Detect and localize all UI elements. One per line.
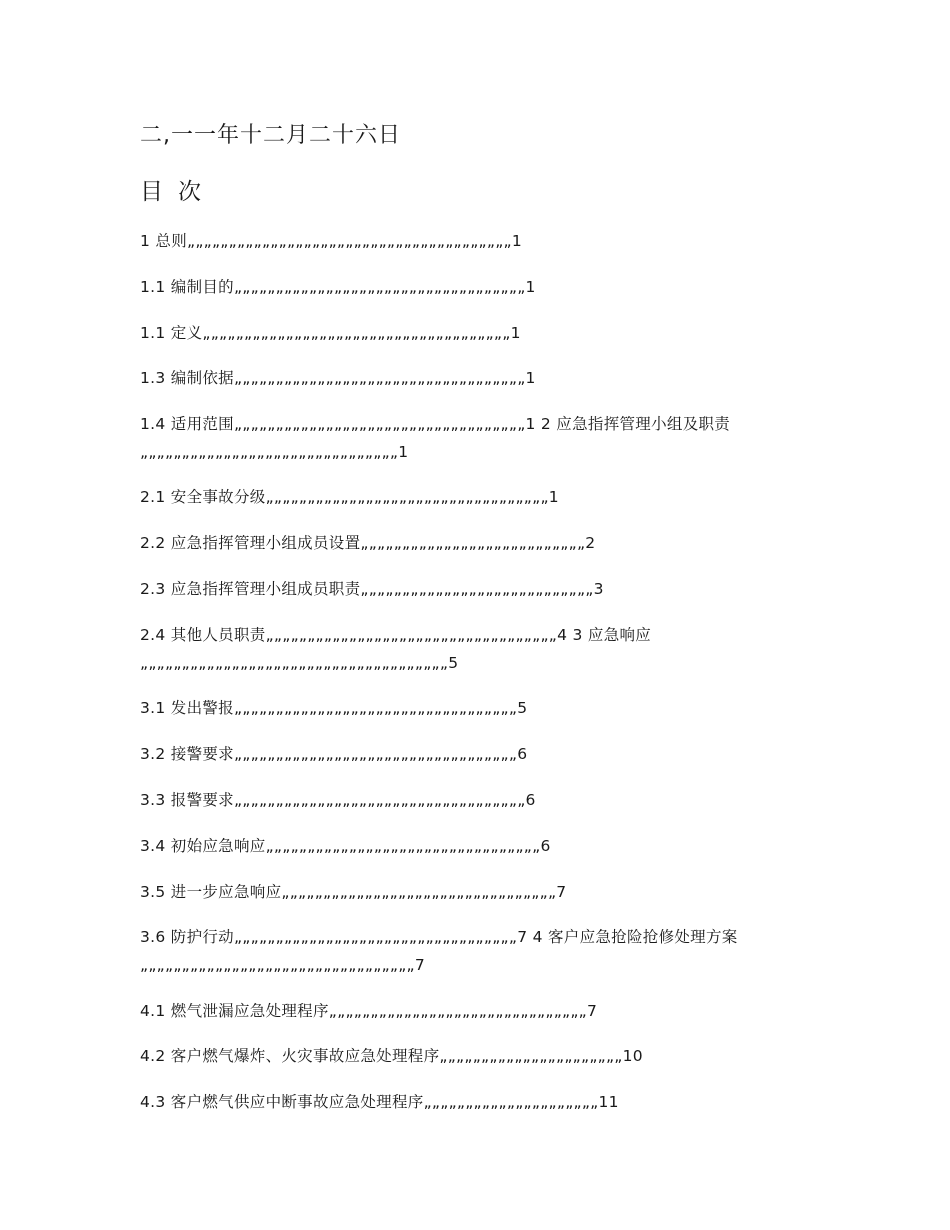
toc-entry: 3.2 接警要求„„„„„„„„„„„„„„„„„„„„„„„„„„„„„„„„„„6: [140, 745, 528, 763]
toc-entry: 1.1 定义„„„„„„„„„„„„„„„„„„„„„„„„„„„„„„„„„„„„„1: [140, 324, 521, 342]
toc-entry: 1.1 编制目的„„„„„„„„„„„„„„„„„„„„„„„„„„„„„„„„„„„1: [140, 278, 536, 296]
toc-entry: 3.4 初始应急响应„„„„„„„„„„„„„„„„„„„„„„„„„„„„„„„„„6: [140, 837, 551, 855]
toc-entry: 4.2 客户燃气爆炸、火灾事故应急处理程序„„„„„„„„„„„„„„„„„„„„„„10: [140, 1047, 643, 1065]
toc-entry: 3.6 防护行动„„„„„„„„„„„„„„„„„„„„„„„„„„„„„„„„„„7 4 客户应急抢险抢修处理方案„„„„„„„„„„„„„„„„„„„„„„„„„„„„„„„„„7: [140, 928, 738, 974]
toc-entry: 3.3 报警要求„„„„„„„„„„„„„„„„„„„„„„„„„„„„„„„„„„„6: [140, 791, 536, 809]
toc-entry: 1.4 适用范围„„„„„„„„„„„„„„„„„„„„„„„„„„„„„„„„„„„1 2 应急指挥管理小组及职责„„„„„„„„„„„„„„„„„„„„„„„„„„„„„„„1: [140, 415, 731, 461]
toc-entry: 3.5 进一步应急响应„„„„„„„„„„„„„„„„„„„„„„„„„„„„„„„„„7: [140, 883, 567, 901]
toc-entry: 2.3 应急指挥管理小组成员职责„„„„„„„„„„„„„„„„„„„„„„„„„„„„3: [140, 580, 604, 598]
toc-entry: 4.3 客户燃气供应中断事故应急处理程序„„„„„„„„„„„„„„„„„„„„„11: [140, 1093, 619, 1111]
toc-entry: 2.1 安全事故分级„„„„„„„„„„„„„„„„„„„„„„„„„„„„„„„„„„1: [140, 488, 559, 506]
toc-entry: 2.2 应急指挥管理小组成员设置„„„„„„„„„„„„„„„„„„„„„„„„„„„2: [140, 534, 596, 552]
toc-entry: 2.4 其他人员职责„„„„„„„„„„„„„„„„„„„„„„„„„„„„„„„„„„„4 3 应急响应„„„„„„„„„„„„„„„„„„„„„„„„„„„„„„„„„„„„„5: [140, 626, 652, 672]
toc-title-char-2: 次: [178, 179, 202, 205]
toc-entry: 4.1 燃气泄漏应急处理程序„„„„„„„„„„„„„„„„„„„„„„„„„„„„„„„7: [140, 1002, 598, 1020]
toc-title: [140, 173, 202, 206]
toc-entry: 1 总则„„„„„„„„„„„„„„„„„„„„„„„„„„„„„„„„„„„„„„„1: [140, 232, 523, 250]
document-date: 二,一一年十二月二十六日: [140, 123, 401, 148]
toc-title-char-1: 目: [140, 179, 164, 205]
toc-entry: 3.1 发出警报„„„„„„„„„„„„„„„„„„„„„„„„„„„„„„„„„„5: [140, 699, 528, 717]
toc-entry: 1.3 编制依据„„„„„„„„„„„„„„„„„„„„„„„„„„„„„„„„„„„1: [140, 369, 536, 387]
